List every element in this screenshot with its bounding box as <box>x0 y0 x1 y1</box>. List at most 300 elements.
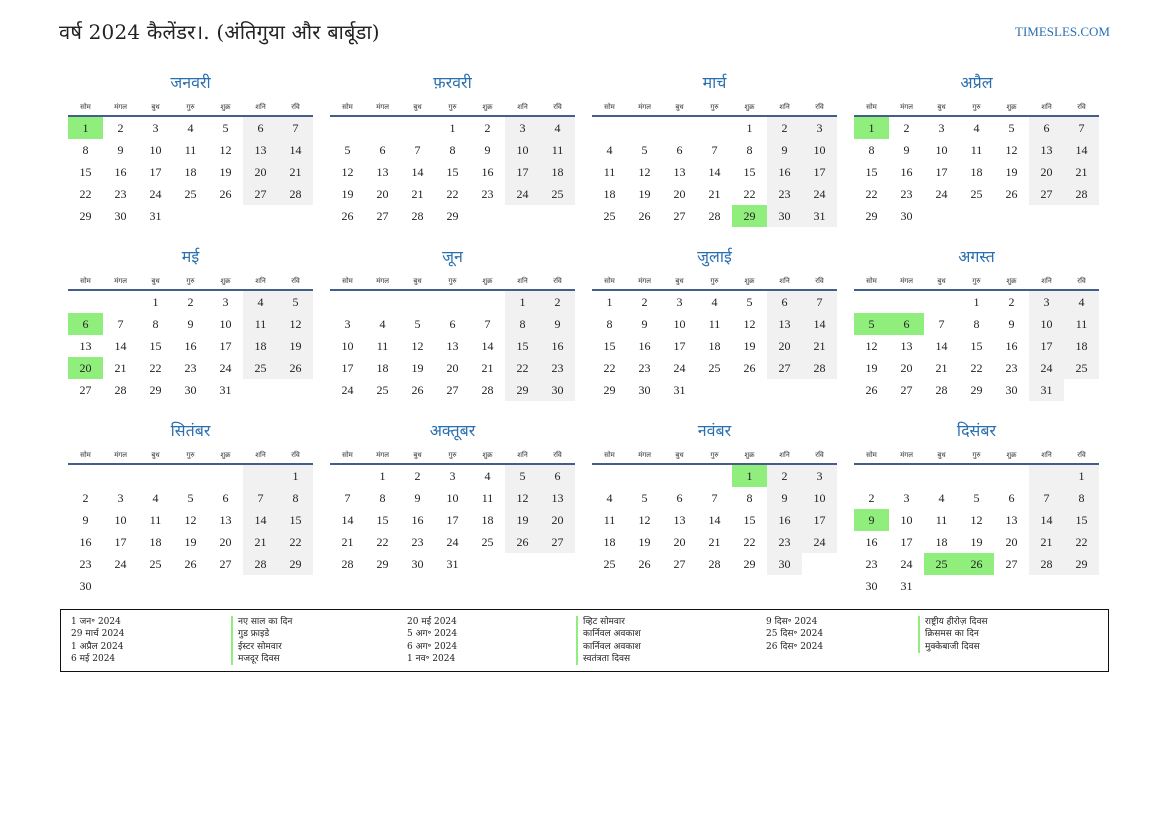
legend-date: 5 अग॰ 2024 <box>407 629 458 640</box>
day-cell: 7 <box>414 143 421 157</box>
day-cell: 3 <box>344 317 351 331</box>
day-cell: 31 <box>219 383 232 397</box>
empty-cell <box>959 205 994 227</box>
day-cell: 21 <box>708 187 721 201</box>
empty-cell <box>278 379 313 401</box>
day-cell: 10 <box>505 139 540 161</box>
day-cell: 8 <box>152 317 159 331</box>
day-cell: 26 <box>638 557 651 571</box>
legend-holiday-name: नए साल का दिन <box>231 616 292 628</box>
day-cell: 7 <box>711 143 718 157</box>
day-cell: 22 <box>505 357 540 379</box>
empty-cell <box>662 465 697 487</box>
day-cell: 20 <box>540 509 575 531</box>
legend-holiday-name: व्हिट सोमवार <box>576 616 641 628</box>
day-cell: 19 <box>219 165 232 179</box>
weekday-label: मंगल <box>114 103 127 111</box>
day-cell: 16 <box>184 339 197 353</box>
empty-cell <box>959 465 994 487</box>
day-cell: 17 <box>149 165 162 179</box>
day-cell: 30 <box>411 557 424 571</box>
weekday-label: मंगल <box>638 103 651 111</box>
legend-date: 6 अग॰ 2024 <box>407 641 458 652</box>
legend-date: 26 दिस॰ 2024 <box>766 641 824 652</box>
day-cell: 25 <box>481 535 494 549</box>
day-cell: 4 <box>973 121 980 135</box>
day-cell: 17 <box>341 361 354 375</box>
day-cell: 15 <box>376 513 389 527</box>
day-cell: 11 <box>243 313 278 335</box>
legend-date: 29 मार्च 2024 <box>71 629 125 640</box>
weekday-label: सोम <box>866 277 877 285</box>
weekday-label: शनि <box>255 277 266 285</box>
day-cell: 4 <box>484 469 491 483</box>
day-cell: 3 <box>222 295 229 309</box>
day-cell: 24 <box>673 361 686 375</box>
day-cell: 9 <box>641 317 648 331</box>
weekday-label: बुध <box>413 103 422 111</box>
month-block <box>592 418 837 575</box>
month-title: जून <box>442 247 463 266</box>
day-cell: 29 <box>970 383 983 397</box>
day-cell: 21 <box>278 161 313 183</box>
empty-cell <box>470 553 505 575</box>
weekday-label: शनि <box>779 103 790 111</box>
day-cell: 28 <box>1029 553 1064 575</box>
day-cell: 22 <box>278 531 313 553</box>
day-cell: 3 <box>117 491 124 505</box>
empty-cell <box>138 465 173 487</box>
day-cell: 4 <box>243 291 278 313</box>
empty-cell <box>767 379 802 401</box>
month-block <box>854 244 1099 401</box>
legend-dates-col1 <box>71 616 125 665</box>
day-cell: 14 <box>1029 509 1064 531</box>
day-cell: 6 <box>379 143 386 157</box>
empty-cell <box>1064 379 1099 401</box>
day-cell: 9 <box>82 513 89 527</box>
empty-cell <box>732 379 767 401</box>
day-cell: 28 <box>411 209 424 223</box>
day-cell: 19 <box>638 187 651 201</box>
day-cell: 7 <box>938 317 945 331</box>
legend-date: 9 दिस॰ 2024 <box>766 617 818 627</box>
day-cell: 5 <box>344 143 351 157</box>
day-cell: 28 <box>114 383 127 397</box>
legend-holiday-name: कार्निवल अवकाश <box>576 641 641 653</box>
day-cell: 8 <box>379 491 386 505</box>
legend-holiday-name: राष्ट्रीय हीरोज़ दिवस <box>918 616 988 628</box>
day-grid <box>592 117 837 227</box>
day-cell: 16 <box>1005 339 1018 353</box>
day-cell: 20 <box>1029 161 1064 183</box>
legend-date: 1 अप्रैल 2024 <box>71 641 124 652</box>
legend-date: 1 नव॰ 2024 <box>407 653 456 664</box>
day-cell: 27 <box>1029 183 1064 205</box>
month-title: अप्रैल <box>960 73 993 92</box>
day-cell: 15 <box>1064 509 1099 531</box>
empty-cell <box>208 465 243 487</box>
day-cell: 29 <box>743 557 756 571</box>
day-cell: 12 <box>341 165 354 179</box>
day-cell: 27 <box>219 557 232 571</box>
day-cell: 1 <box>973 295 980 309</box>
day-cell: 16 <box>79 535 92 549</box>
day-cell: 12 <box>411 339 424 353</box>
weekday-label: मंगल <box>638 277 651 285</box>
day-cell: 2 <box>1008 295 1015 309</box>
weekday-label: शनि <box>255 451 266 459</box>
day-cell: 9 <box>117 143 124 157</box>
day-cell: 26 <box>278 357 313 379</box>
day-cell: 4 <box>938 491 945 505</box>
day-cell: 14 <box>341 513 354 527</box>
empty-cell <box>1029 205 1064 227</box>
day-cell: 13 <box>673 165 686 179</box>
day-cell: 2 <box>868 491 875 505</box>
day-cell: 31 <box>1029 379 1064 401</box>
day-cell: 24 <box>114 557 127 571</box>
weekday-header <box>854 444 1099 465</box>
day-cell: 18 <box>376 361 389 375</box>
month-title: दिसंबर <box>956 421 997 440</box>
day-cell: 4 <box>379 317 386 331</box>
month-title: मार्च <box>702 73 727 92</box>
day-cell: 27 <box>540 531 575 553</box>
day-cell: 20 <box>673 187 686 201</box>
empty-cell <box>138 575 173 597</box>
day-cell: 23 <box>481 187 494 201</box>
empty-cell <box>924 205 959 227</box>
empty-cell <box>697 379 732 401</box>
month-title: अक्तूबर <box>429 421 476 440</box>
weekday-label: रवि <box>553 277 562 285</box>
weekday-label: मंगल <box>376 451 389 459</box>
day-cell: 26 <box>865 383 878 397</box>
day-cell: 31 <box>802 205 837 227</box>
day-cell: 14 <box>481 339 494 353</box>
day-cell: 20 <box>243 161 278 183</box>
day-cell: 28 <box>243 553 278 575</box>
day-cell: 1 <box>505 291 540 313</box>
day-cell: 30 <box>767 553 802 575</box>
empty-cell <box>243 575 278 597</box>
day-cell: 6 <box>449 317 456 331</box>
day-cell: 28 <box>708 557 721 571</box>
day-cell: 6 <box>222 491 229 505</box>
empty-cell <box>697 117 732 139</box>
day-cell: 18 <box>1064 335 1099 357</box>
day-cell: 1 <box>606 295 613 309</box>
day-cell: 1 <box>1064 465 1099 487</box>
day-cell: 11 <box>603 513 616 527</box>
day-cell: 23 <box>540 357 575 379</box>
weekday-label: मंगल <box>900 277 913 285</box>
day-cell: 18 <box>970 165 983 179</box>
day-cell: 6 <box>767 291 802 313</box>
day-cell: 19 <box>184 535 197 549</box>
weekday-label: सोम <box>604 451 615 459</box>
day-cell: 22 <box>603 361 616 375</box>
day-cell: 30 <box>900 209 913 223</box>
month-block <box>68 70 313 227</box>
day-cell: 30 <box>865 579 878 593</box>
day-cell: 24 <box>935 187 948 201</box>
weekday-label: मंगल <box>376 277 389 285</box>
day-cell: 9 <box>414 491 421 505</box>
weekday-label: शुक्र <box>1006 451 1017 459</box>
empty-cell <box>330 291 365 313</box>
empty-cell <box>330 117 365 139</box>
weekday-label: सोम <box>604 103 615 111</box>
day-cell: 5 <box>505 465 540 487</box>
weekday-label: मंगल <box>114 451 127 459</box>
day-cell: 10 <box>149 143 162 157</box>
day-cell: 13 <box>1005 513 1018 527</box>
day-cell: 18 <box>935 535 948 549</box>
day-cell: 2 <box>540 291 575 313</box>
empty-cell <box>540 553 575 575</box>
day-cell: 20 <box>68 357 103 379</box>
day-cell: 19 <box>505 509 540 531</box>
site-link[interactable]: TIMESLES.COM <box>1015 24 1110 39</box>
empty-cell <box>243 379 278 401</box>
day-cell: 23 <box>638 361 651 375</box>
weekday-label: सोम <box>866 103 877 111</box>
month-title: सितंबर <box>170 421 211 440</box>
day-cell: 5 <box>187 491 194 505</box>
day-cell: 11 <box>184 143 197 157</box>
weekday-label: शनि <box>1041 103 1052 111</box>
weekday-header <box>330 96 575 117</box>
weekday-label: सोम <box>342 277 353 285</box>
day-cell: 15 <box>743 165 756 179</box>
day-cell: 24 <box>341 383 354 397</box>
day-cell: 3 <box>505 117 540 139</box>
day-grid <box>68 465 313 597</box>
day-cell: 13 <box>767 313 802 335</box>
day-cell: 14 <box>243 509 278 531</box>
legend-holiday-name: ईस्टर सोमवार <box>231 641 292 653</box>
month-title: जुलाई <box>697 247 732 266</box>
day-cell: 21 <box>114 361 127 375</box>
page-title: वर्ष 2024 कैलेंडर।. (अंतिगुया और बार्बूडा) <box>59 20 380 44</box>
day-cell: 3 <box>802 465 837 487</box>
day-cell: 1 <box>854 117 889 139</box>
weekday-label: सोम <box>866 451 877 459</box>
legend-holiday-name: गुड फ्राइडे <box>231 628 292 640</box>
legend-names-col1 <box>231 616 292 665</box>
day-cell: 6 <box>540 465 575 487</box>
month-block <box>330 244 575 401</box>
day-cell: 7 <box>278 117 313 139</box>
day-cell: 10 <box>341 339 354 353</box>
day-cell: 28 <box>278 183 313 205</box>
day-cell: 29 <box>603 383 616 397</box>
day-cell: 11 <box>970 143 983 157</box>
day-cell: 5 <box>854 313 889 335</box>
day-cell: 17 <box>802 509 837 531</box>
empty-cell <box>592 117 627 139</box>
day-cell: 22 <box>970 361 983 375</box>
empty-cell <box>1064 205 1099 227</box>
empty-cell <box>365 291 400 313</box>
day-cell: 8 <box>973 317 980 331</box>
day-cell: 6 <box>889 313 924 335</box>
day-grid <box>68 117 313 227</box>
day-cell: 11 <box>1064 313 1099 335</box>
day-cell: 1 <box>449 121 456 135</box>
day-cell: 10 <box>802 139 837 161</box>
day-cell: 30 <box>638 383 651 397</box>
empty-cell <box>627 465 662 487</box>
empty-cell <box>243 205 278 227</box>
weekday-label: गुरु <box>448 277 457 285</box>
day-cell: 9 <box>767 139 802 161</box>
day-cell: 3 <box>802 117 837 139</box>
month-block <box>68 244 313 401</box>
weekday-label: रवि <box>553 103 562 111</box>
weekday-label: सोम <box>342 103 353 111</box>
weekday-label: शुक्र <box>1006 277 1017 285</box>
day-cell: 22 <box>149 361 162 375</box>
empty-cell <box>400 117 435 139</box>
day-cell: 24 <box>149 187 162 201</box>
day-cell: 15 <box>505 335 540 357</box>
weekday-label: शुक्र <box>220 277 231 285</box>
month-block <box>854 70 1099 227</box>
day-cell: 19 <box>865 361 878 375</box>
weekday-label: शनि <box>1041 451 1052 459</box>
empty-cell <box>924 465 959 487</box>
day-cell: 31 <box>900 579 913 593</box>
weekday-label: शुक्र <box>744 103 755 111</box>
day-cell: 2 <box>641 295 648 309</box>
day-cell: 2 <box>767 117 802 139</box>
day-cell: 31 <box>446 557 459 571</box>
weekday-label: बुध <box>937 103 946 111</box>
day-cell: 15 <box>79 165 92 179</box>
empty-cell <box>994 205 1029 227</box>
day-cell: 18 <box>243 335 278 357</box>
empty-cell <box>592 465 627 487</box>
empty-cell <box>470 205 505 227</box>
day-cell: 13 <box>243 139 278 161</box>
day-cell: 22 <box>79 187 92 201</box>
day-cell: 29 <box>446 209 459 223</box>
day-cell: 13 <box>446 339 459 353</box>
day-cell: 19 <box>278 335 313 357</box>
day-cell: 11 <box>540 139 575 161</box>
day-cell: 27 <box>79 383 92 397</box>
month-title: फ़रवरी <box>433 73 472 92</box>
day-cell: 28 <box>708 209 721 223</box>
day-cell: 1 <box>379 469 386 483</box>
day-cell: 4 <box>187 121 194 135</box>
day-cell: 25 <box>376 383 389 397</box>
weekday-label: शुक्र <box>1006 103 1017 111</box>
day-cell: 19 <box>411 361 424 375</box>
day-cell: 13 <box>79 339 92 353</box>
day-cell: 24 <box>1029 357 1064 379</box>
day-cell: 20 <box>900 361 913 375</box>
month-title: अगस्त <box>958 247 995 266</box>
day-cell: 4 <box>606 491 613 505</box>
day-cell: 24 <box>802 531 837 553</box>
day-cell: 28 <box>802 357 837 379</box>
day-cell: 21 <box>411 187 424 201</box>
day-cell: 13 <box>219 513 232 527</box>
day-cell: 6 <box>1029 117 1064 139</box>
day-cell: 25 <box>149 557 162 571</box>
weekday-label: शनि <box>517 277 528 285</box>
day-cell: 9 <box>903 143 910 157</box>
weekday-label: शुक्र <box>482 451 493 459</box>
day-cell: 16 <box>767 509 802 531</box>
weekday-label: शनि <box>517 451 528 459</box>
day-cell: 9 <box>484 143 491 157</box>
day-cell: 30 <box>114 209 127 223</box>
legend-date: 1 जन॰ 2024 <box>71 617 121 627</box>
day-cell: 22 <box>376 535 389 549</box>
day-cell: 11 <box>708 317 721 331</box>
day-cell: 12 <box>638 513 651 527</box>
weekday-label: शनि <box>779 451 790 459</box>
month-title: जनवरी <box>170 73 211 92</box>
day-grid <box>592 465 837 575</box>
day-cell: 12 <box>184 513 197 527</box>
weekday-label: शुक्र <box>744 277 755 285</box>
day-cell: 24 <box>446 535 459 549</box>
day-cell: 14 <box>278 139 313 161</box>
weekday-label: गुरु <box>186 277 195 285</box>
day-cell: 22 <box>1064 531 1099 553</box>
legend-dates-col2 <box>407 616 457 665</box>
day-grid <box>592 291 837 401</box>
day-cell: 5 <box>1008 121 1015 135</box>
day-cell: 15 <box>970 339 983 353</box>
day-cell: 11 <box>603 165 616 179</box>
day-cell: 6 <box>1008 491 1015 505</box>
day-cell: 21 <box>935 361 948 375</box>
day-cell: 20 <box>1005 535 1018 549</box>
weekday-label: सोम <box>342 451 353 459</box>
day-cell: 29 <box>505 379 540 401</box>
empty-cell <box>540 205 575 227</box>
day-cell: 25 <box>243 357 278 379</box>
empty-cell <box>400 291 435 313</box>
legend-names-col3 <box>918 616 988 653</box>
weekday-label: गुरु <box>448 103 457 111</box>
day-cell: 23 <box>767 531 802 553</box>
weekday-label: शुक्र <box>220 451 231 459</box>
legend-date: 20 मई 2024 <box>407 617 457 627</box>
weekday-label: गुरु <box>710 103 719 111</box>
weekday-label: रवि <box>815 103 824 111</box>
day-cell: 26 <box>1005 187 1018 201</box>
day-cell: 15 <box>149 339 162 353</box>
day-cell: 18 <box>149 535 162 549</box>
day-cell: 7 <box>1064 117 1099 139</box>
weekday-label: मंगल <box>900 103 913 111</box>
day-cell: 29 <box>865 209 878 223</box>
day-cell: 21 <box>341 535 354 549</box>
day-cell: 2 <box>903 121 910 135</box>
legend-holiday-name: कार्निवल अवकाश <box>576 628 641 640</box>
weekday-label: बुध <box>675 451 684 459</box>
weekday-label: रवि <box>815 451 824 459</box>
day-cell: 10 <box>114 513 127 527</box>
